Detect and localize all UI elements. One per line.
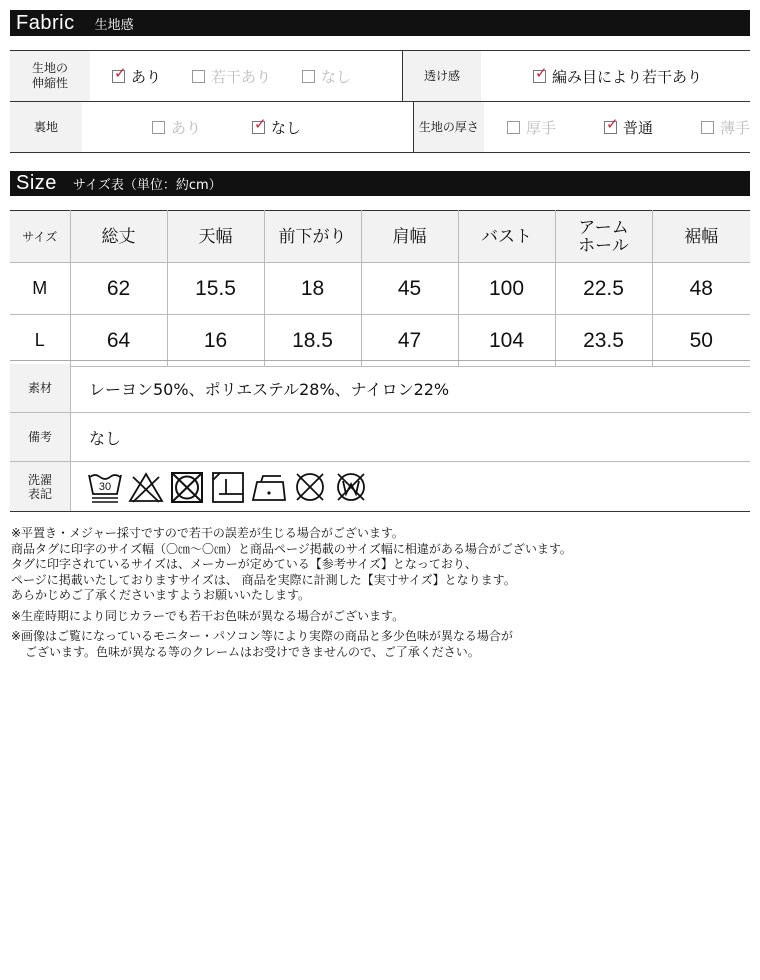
size-cell: 45 — [361, 263, 458, 315]
line-dry-shade-icon — [210, 470, 246, 504]
size-cell: 50 — [652, 315, 750, 367]
size-header-cell: アーム ホール — [555, 211, 652, 263]
checkbox-icon — [152, 121, 165, 134]
fabric-row-2 — [10, 102, 750, 152]
care-row — [10, 462, 750, 511]
notes — [11, 526, 572, 660]
size-cell: 18.5 — [264, 315, 361, 367]
note-line: ※生産時期により同じカラーでも若干お色味が異なる場合がございます。 — [11, 608, 405, 623]
fabric-section-header — [10, 10, 750, 36]
thickness-label: 生地の厚さ — [414, 102, 484, 152]
note-line: ございます。色味が異なる等のクレームはお受けできませんので、ご了承ください。 — [25, 644, 480, 659]
size-header-cell: サイズ — [10, 211, 70, 263]
remarks-value: なし — [70, 413, 750, 461]
checkbox-icon: ✓ — [606, 114, 619, 133]
fabric-row-1 — [10, 51, 750, 102]
sheer-options — [481, 51, 750, 101]
size-cell: 22.5 — [555, 263, 652, 315]
note-line: あらかじめご了承くださいますようお願いいたします。 — [11, 588, 311, 602]
lining-option[interactable]: あり — [152, 117, 252, 138]
size-cell: M — [10, 263, 70, 315]
note-line: タグに印字されているサイズは、メーカーが定めている【参考サイズ】となっており、 — [11, 557, 477, 571]
size-cell: 23.5 — [555, 315, 652, 367]
size-cell: L — [10, 315, 70, 367]
thickness-option[interactable]: 厚手 — [507, 117, 604, 138]
checkbox-icon: ✓ — [114, 63, 127, 82]
checkbox-icon: ✓ — [253, 114, 267, 133]
fabric-subtitle: 生地感 — [94, 17, 134, 33]
wash-30-gentle-icon — [87, 470, 123, 504]
note-line: ページに掲載いたしておりますサイズは、 商品を実際に計測した【実寸サイズ】となります。 — [11, 572, 516, 587]
size-header-cell: 裾幅 — [652, 211, 750, 263]
size-table-header-row — [10, 211, 750, 263]
note-line: ※平置き・メジャー採寸ですので若干の誤差が生じる場合がございます。 — [11, 526, 404, 540]
stretch-option[interactable]: ✓ あり — [114, 63, 162, 86]
stretch-option[interactable]: なし — [302, 66, 351, 87]
checkbox-icon — [507, 121, 520, 134]
stretch-label: 生地の 伸縮性 — [10, 51, 90, 101]
material-value: レーヨン50%、ポリエステル28%、ナイロン22% — [70, 364, 750, 412]
checkbox-icon — [192, 70, 205, 83]
size-cell: 15.5 — [167, 263, 264, 315]
stretch-options — [90, 51, 402, 101]
lining-option[interactable]: ✓ なし — [253, 114, 301, 137]
size-cell: 100 — [458, 263, 555, 315]
checkbox-icon: ✓ — [535, 63, 548, 82]
remarks-row — [10, 413, 750, 462]
size-header-cell: バスト — [458, 211, 555, 263]
material-label: 素材 — [10, 364, 70, 412]
sheer-option[interactable]: ✓ 編み目により若干あり — [535, 63, 703, 86]
size-cell: 62 — [70, 263, 167, 315]
size-cell: 18 — [264, 263, 361, 315]
note-line: 商品タグに印字のサイズ幅（〇㎝〜〇㎝）と商品ページ掲載のサイズ幅に相違がある場合がございます。 — [11, 541, 572, 556]
no-dry-clean-icon — [292, 470, 328, 504]
table-row — [10, 263, 750, 315]
no-tumble-dry-icon — [169, 470, 205, 504]
thickness-options — [484, 102, 750, 152]
size-cell: 16 — [167, 315, 264, 367]
iron-low-icon — [251, 470, 287, 504]
size-cell: 48 — [652, 263, 750, 315]
lining-label: 裏地 — [10, 102, 82, 152]
checkbox-icon — [701, 121, 714, 134]
fabric-title: Fabric — [16, 11, 75, 34]
no-bleach-icon — [128, 470, 164, 504]
size-cell: 64 — [70, 315, 167, 367]
size-header-cell: 前下がり — [264, 211, 361, 263]
info-table — [10, 364, 750, 512]
lining-options — [82, 102, 413, 152]
thickness-option[interactable]: 薄手 — [701, 117, 750, 138]
thickness-option[interactable]: ✓ 普通 — [606, 114, 654, 137]
table-row — [10, 315, 750, 367]
divider — [10, 360, 750, 361]
fabric-table — [10, 50, 750, 153]
size-title: Size — [16, 172, 57, 194]
size-cell: 47 — [361, 315, 458, 367]
care-symbols — [70, 462, 750, 511]
care-label: 洗濯 表記 — [10, 462, 70, 511]
remarks-label: 備考 — [10, 413, 70, 461]
size-subtitle: サイズ表（単位：約cm） — [72, 178, 222, 193]
size-header-cell: 天幅 — [167, 211, 264, 263]
stretch-option[interactable]: 若干あり — [192, 66, 302, 87]
no-wet-clean-icon — [333, 470, 369, 504]
size-header-cell: 総丈 — [70, 211, 167, 263]
note-line: ※画像はご覧になっているモニター・パソコン等により実際の商品と多少色味が異なる場合が — [11, 629, 513, 643]
size-header-cell: 肩幅 — [361, 211, 458, 263]
size-table — [10, 210, 750, 367]
checkbox-icon — [302, 70, 315, 83]
sheer-label: 透け感 — [403, 51, 481, 101]
material-row — [10, 364, 750, 413]
size-section-header — [10, 171, 750, 196]
wash-temp-label: 30 — [98, 480, 112, 493]
size-cell: 104 — [458, 315, 555, 367]
